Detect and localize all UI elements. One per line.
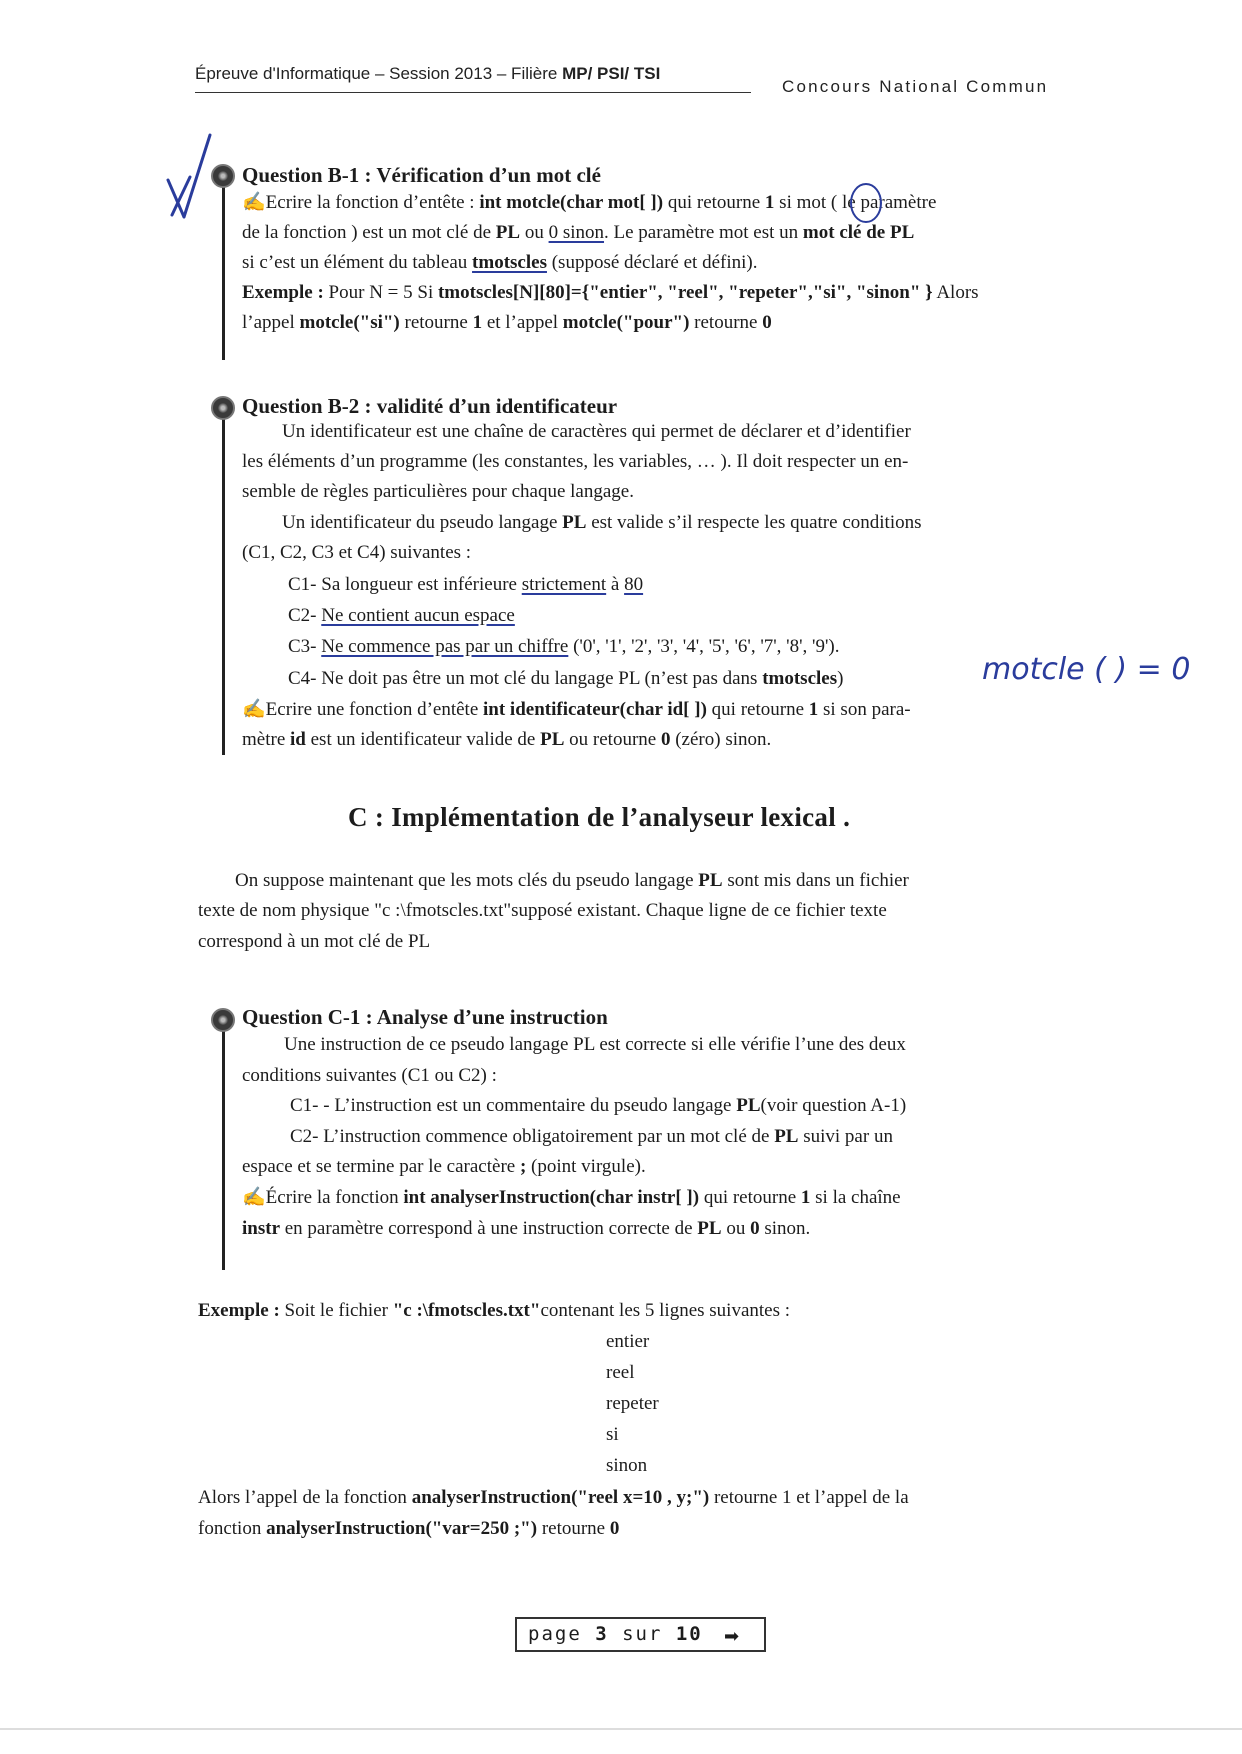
condition-c4: C4- Ne doit pas être un mot clé du langage PL (n’est pas dans tmotscles) [288,668,844,689]
scan-edge [0,1728,1242,1730]
question-icon [211,396,235,420]
question-b1-line: si c’est un élément du tableau tmotscles (supposé déclaré et défini). [242,252,758,273]
header-track: MP/ PSI/ TSI [562,64,661,83]
header-rule [195,92,751,93]
question-b1-title: Question B-1 : Vérification d’un mot clé [242,163,601,187]
handwritten-note: motcle ( ) = 0 [982,652,1191,687]
question-c1-instruction: ✍Écrire la fonction int analyserInstruction(char instr[ ]) qui retourne 1 si la chaîne [242,1187,901,1208]
section-c-paragraph: correspond à un mot clé de PL [198,931,431,952]
condition-c1: C1- Sa longueur est inférieure strictement à 80 [288,574,644,595]
question-b1-line: ✍Ecrire la fonction d’entête : int motcle(char mot[ ]) qui retourne 1 si mot ( le paramètre [242,192,937,213]
question-b1-line: de la fonction ) est un mot clé de PL ou 0 sinon. Le paramètre mot est un mot clé de PL [242,222,915,243]
file-line: si [606,1424,619,1445]
section-c-title: C : Implémentation de l’analyseur lexical . [348,802,851,832]
file-line: reel [606,1362,635,1383]
question-b1-example: Exemple : Pour N = 5 Si tmotscles[N][80]={"entier", "reel", "repeter","si", "sinon" } Alors [242,282,979,303]
file-line: entier [606,1331,650,1352]
question-b2-line: (C1, C2, C3 et C4) suivantes : [242,542,472,563]
question-icon [211,1008,235,1032]
question-b1-line: l’appel motcle("si") retourne 1 et l’appel motcle("pour") retourne 0 [242,312,772,333]
example-intro: Exemple : Soit le fichier "c :\fmotscles.txt"contenant les 5 lignes suivantes : [198,1300,791,1321]
header-left [195,64,660,84]
question-c1-condition-1: C1- - L’instruction est un commentaire du pseudo langage PL(voir question A-1) [290,1095,907,1116]
condition-c3: C3- Ne commence pas par un chiffre ('0', '1', '2', '3', '4', '5', '6', '7', '8', '9'). [288,636,840,657]
file-line: repeter [606,1393,659,1414]
question-icon [211,164,235,188]
section-c-paragraph: texte de nom physique "c :\fmotscles.txt"supposé existant. Chaque ligne de ce fichier texte [198,900,887,921]
question-b2-instruction: ✍Ecrire une fonction d’entête int identificateur(char id[ ]) qui retourne 1 si son para- [242,699,911,720]
question-c1-condition-2: C2- L’instruction commence obligatoirement par un mot clé de PL suivi par un [290,1126,893,1147]
condition-c2: C2- Ne contient aucun espace [288,605,515,626]
question-c1-line: Une instruction de ce pseudo langage PL est correcte si elle vérifie l’une des deux [284,1034,906,1055]
question-c1-instruction: instr en paramètre correspond à une instruction correcte de PL ou 0 sinon. [242,1218,811,1239]
next-page-arrow-icon: ➡ [724,1626,740,1647]
question-b2-line: semble de règles particulières pour chaque langage. [242,481,634,502]
question-c1-title: Question C-1 : Analyse d’une instruction [242,1005,608,1029]
question-b2-line: les éléments d’un programme (les constantes, les variables, … ). Il doit respecter un en- [242,451,909,472]
section-c-paragraph: On suppose maintenant que les mots clés du pseudo langage PL sont mis dans un fichier [235,870,909,891]
file-line: sinon [606,1455,648,1476]
question-b2-title: Question B-2 : validité d’un identificateur [242,394,618,418]
page-number: page 3 sur 10 [528,1623,703,1645]
question-c1-line: espace et se termine par le caractère ; (point virgule). [242,1156,646,1177]
example-result: fonction analyserInstruction("var=250 ;") retourne 0 [198,1518,620,1539]
example-result: Alors l’appel de la fonction analyserInstruction("reel x=10 , y;") retourne 1 et l’appel de la [198,1487,909,1508]
header-right: Concours National Commun [782,77,1049,96]
question-c1-bar [222,1022,225,1270]
question-b2-line: Un identificateur est une chaîne de caractères qui permet de déclarer et d’identifier [282,421,911,442]
header-exam: Épreuve d'Informatique – Session 2013 – Filière [195,64,563,83]
question-b2-instruction: mètre id est un identificateur valide de PL ou retourne 0 (zéro) sinon. [242,729,772,750]
question-b2-bar [222,410,225,755]
question-b1-bar [222,178,225,360]
question-c1-line: conditions suivantes (C1 ou C2) : [242,1065,497,1086]
question-b2-line: Un identificateur du pseudo langage PL est valide s’il respecte les quatre conditions [282,512,922,533]
